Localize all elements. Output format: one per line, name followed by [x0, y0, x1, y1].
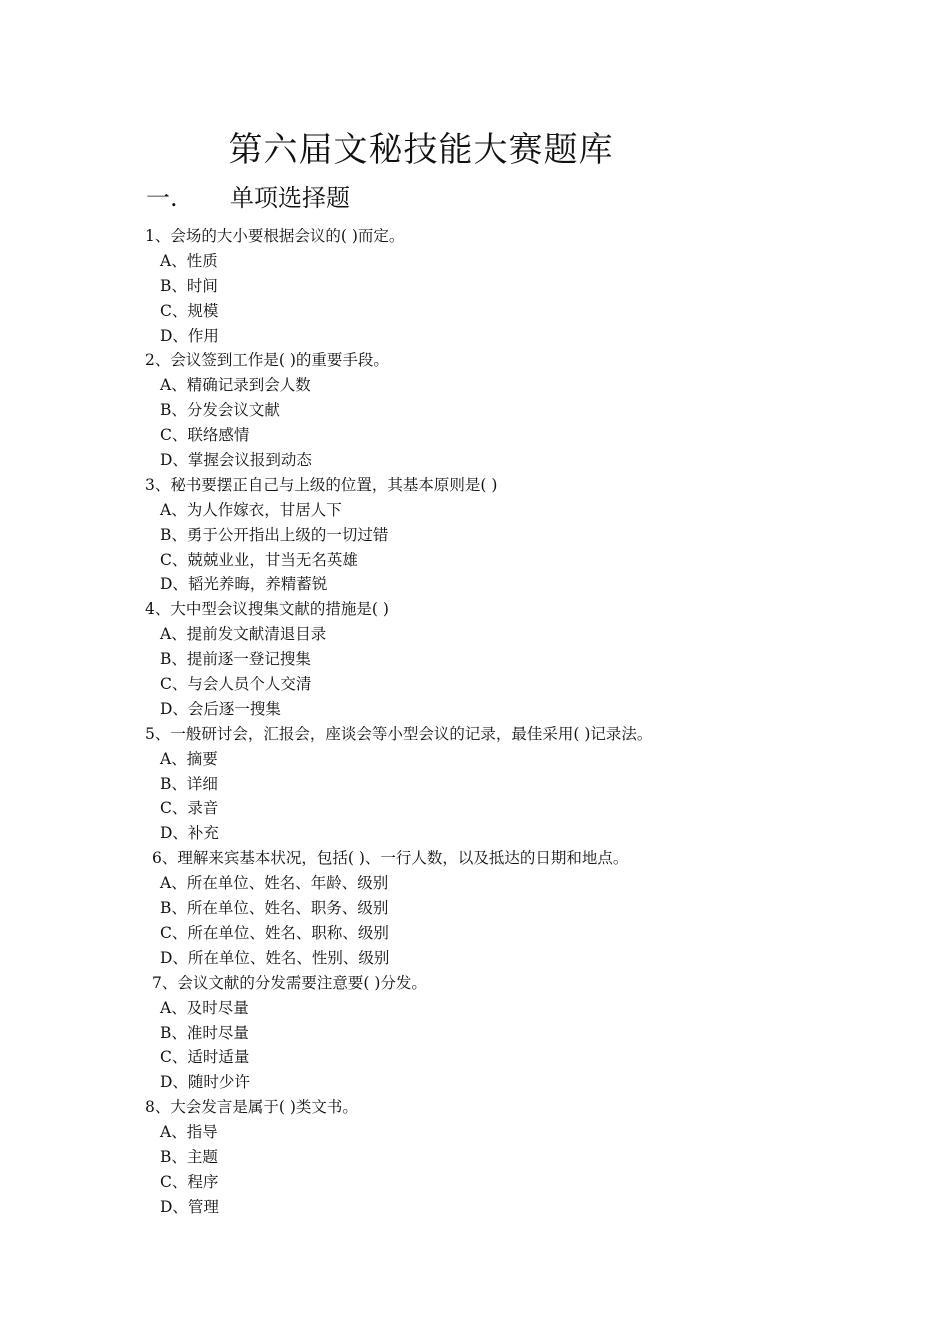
- option-b: B、详细: [160, 774, 218, 793]
- option-d: D、掌握会议报到动态: [160, 451, 312, 470]
- option-a: A、及时尽量: [160, 998, 249, 1017]
- option-b: B、时间: [160, 276, 218, 295]
- option-b: B、提前逐一登记搜集: [160, 650, 311, 669]
- question-7: [145, 971, 845, 1095]
- question-stem: 5、一般研讨会，汇报会，座谈会等小型会议的记录，最佳采用( )记录法。: [145, 724, 653, 743]
- option-c: C、所在单位、姓名、职称、级别: [160, 923, 389, 942]
- question-6: [145, 846, 845, 970]
- option-c: C、录音: [160, 799, 219, 818]
- option-a: A、精确记录到会人数: [160, 376, 311, 395]
- question-8: [145, 1095, 845, 1219]
- question-3: [145, 473, 845, 597]
- question-stem: 8、大会发言是属于( )类文书。: [145, 1098, 358, 1117]
- question-stem: 6、理解来宾基本状况，包括( )、一行人数，以及抵达的日期和地点。: [152, 849, 629, 868]
- question-list: [145, 224, 845, 1220]
- option-d: D、补充: [160, 824, 219, 843]
- option-b: B、分发会议文献: [160, 401, 280, 420]
- option-d: D、作用: [160, 326, 219, 345]
- option-b: B、所在单位、姓名、职务、级别: [160, 899, 389, 918]
- option-c: C、与会人员个人交清: [160, 675, 312, 694]
- question-stem: 1、会场的大小要根据会议的( )而定。: [145, 227, 405, 245]
- option-c: C、程序: [160, 1172, 219, 1191]
- option-d: D、会后逐一搜集: [160, 699, 281, 718]
- option-c: C、适时适量: [160, 1048, 250, 1067]
- section-number: 一.: [146, 184, 178, 212]
- question-stem: 4、大中型会议搜集文献的措施是( ): [145, 600, 389, 619]
- option-a: A、所在单位、姓名、年龄、级别: [160, 874, 389, 893]
- option-b: B、勇于公开指出上级的一切过错: [160, 525, 389, 544]
- option-b: B、准时尽量: [160, 1023, 249, 1042]
- option-a: A、摘要: [160, 749, 218, 768]
- option-c: C、兢兢业业，甘当无名英雄: [160, 550, 358, 569]
- question-stem: 2、会议签到工作是( )的重要手段。: [145, 351, 389, 370]
- option-a: A、为人作嫁衣，甘居人下: [160, 500, 342, 519]
- option-a: A、性质: [160, 251, 218, 270]
- section-title: 单项选择题: [230, 184, 350, 212]
- question-stem: 7、会议文献的分发需要注意要( )分发。: [152, 973, 427, 992]
- option-c: C、规模: [160, 301, 219, 320]
- question-2: [145, 348, 845, 472]
- option-d: D、所在单位、姓名、性别、级别: [160, 948, 390, 967]
- option-b: B、主题: [160, 1147, 218, 1166]
- section-heading: [146, 180, 350, 216]
- question-stem: 3、秘书要摆正自己与上级的位置，其基本原则是( ): [145, 475, 498, 494]
- question-5: [145, 722, 845, 846]
- option-c: C、联络感情: [160, 426, 250, 445]
- option-d: D、管理: [160, 1197, 219, 1216]
- option-a: A、指导: [160, 1123, 218, 1142]
- option-d: D、随时少许: [160, 1073, 250, 1092]
- option-d: D、韬光养晦，养精蓄锐: [160, 575, 328, 594]
- question-1: [145, 224, 845, 348]
- option-a: A、提前发文献清退目录: [160, 625, 327, 644]
- page-title: 第六届文秘技能大赛题库: [228, 130, 614, 170]
- question-4: [145, 597, 845, 721]
